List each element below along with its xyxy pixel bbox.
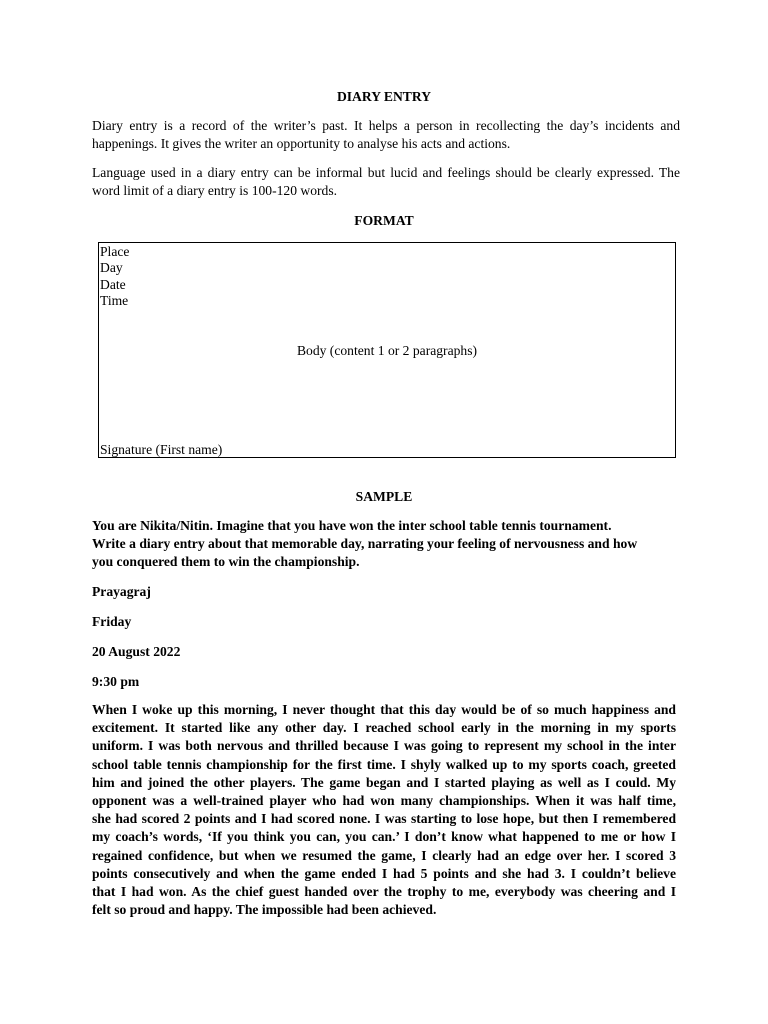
sample-question-line2: Write a diary entry about that memorable day, narrating your feeling of nervousness and how bbox=[92, 536, 638, 551]
diary-body-line: regained confidence, but when we resumed the game, I clearly had an edge over her. I scored 3 bbox=[92, 847, 676, 863]
sample-question bbox=[92, 517, 680, 571]
format-signature: Signature (First name) bbox=[100, 442, 223, 457]
sample-question-line1: You are Nikita/Nitin. Imagine that you have won the inter school table tennis tournament. bbox=[92, 518, 612, 533]
diary-body-line: felt so proud and happy. The impossible had been achieved. bbox=[92, 902, 437, 918]
diary-body bbox=[92, 701, 676, 919]
sample-question-line3: you conquered them to win the championship. bbox=[92, 554, 360, 569]
sample-time: 9:30 pm bbox=[92, 674, 140, 689]
diary-body-line: that I had won. As the chief guest handed over the trophy to me, everybody was cheering and I bbox=[92, 884, 676, 900]
format-place: Place bbox=[100, 244, 130, 259]
intro-paragraph-1 bbox=[92, 117, 680, 153]
format-time: Time bbox=[100, 293, 129, 308]
diary-body-line: school table tennis championship for the first time. I shyly walked up to my sports coach, greeted bbox=[92, 756, 676, 772]
diary-body-line: uniform. I was both nervous and thrilled because I was going to represent my school in the inter bbox=[92, 738, 676, 754]
intro-p1-line2: happenings. It gives the writer an opportunity to analyse his acts and actions. bbox=[92, 136, 511, 151]
intro-p1-line1: Diary entry is a record of the writer’s past. It helps a person in recollecting the day’s incidents and bbox=[92, 118, 680, 133]
sample-place: Prayagraj bbox=[92, 584, 151, 599]
intro-p2-line2: word limit of a diary entry is 100-120 words. bbox=[92, 183, 338, 198]
format-body: Body (content 1 or 2 paragraphs) bbox=[296, 343, 478, 358]
diary-body-line: my coach’s words, ‘If you think you can, you can.’ I don’t know what happened to me or how I bbox=[92, 829, 676, 845]
intro-paragraph-2 bbox=[92, 164, 680, 200]
sample-date: 20 August 2022 bbox=[92, 644, 181, 659]
diary-body-line: she had scored 2 points and I had scored none. I was starting to lose hope, but then I remembered bbox=[92, 811, 676, 827]
format-box bbox=[98, 242, 676, 458]
diary-body-line: excitement. It started like any other day. I reached school early in the morning in my sports bbox=[92, 720, 676, 736]
sample-heading: SAMPLE bbox=[355, 489, 413, 504]
page-title: DIARY ENTRY bbox=[336, 89, 432, 104]
sample-day: Friday bbox=[92, 614, 132, 629]
diary-body-line: points consecutively and when the game ended I had 5 points and she had 3. I couldn’t believe bbox=[92, 865, 676, 881]
format-day: Day bbox=[100, 260, 123, 275]
diary-body-line: When I woke up this morning, I never thought that this day would be of so much happiness and bbox=[92, 702, 676, 717]
format-heading: FORMAT bbox=[354, 213, 414, 228]
diary-body-line: opponent was a well-trained player who had won many championships. When it was half time, bbox=[92, 793, 676, 809]
intro-p2-line1: Language used in a diary entry can be informal but lucid and feelings should be clearly expressed. The bbox=[92, 165, 680, 180]
format-date: Date bbox=[100, 277, 126, 292]
diary-body-line: him and joined the other players. The game began and I started playing as well as I could. My bbox=[92, 774, 676, 790]
